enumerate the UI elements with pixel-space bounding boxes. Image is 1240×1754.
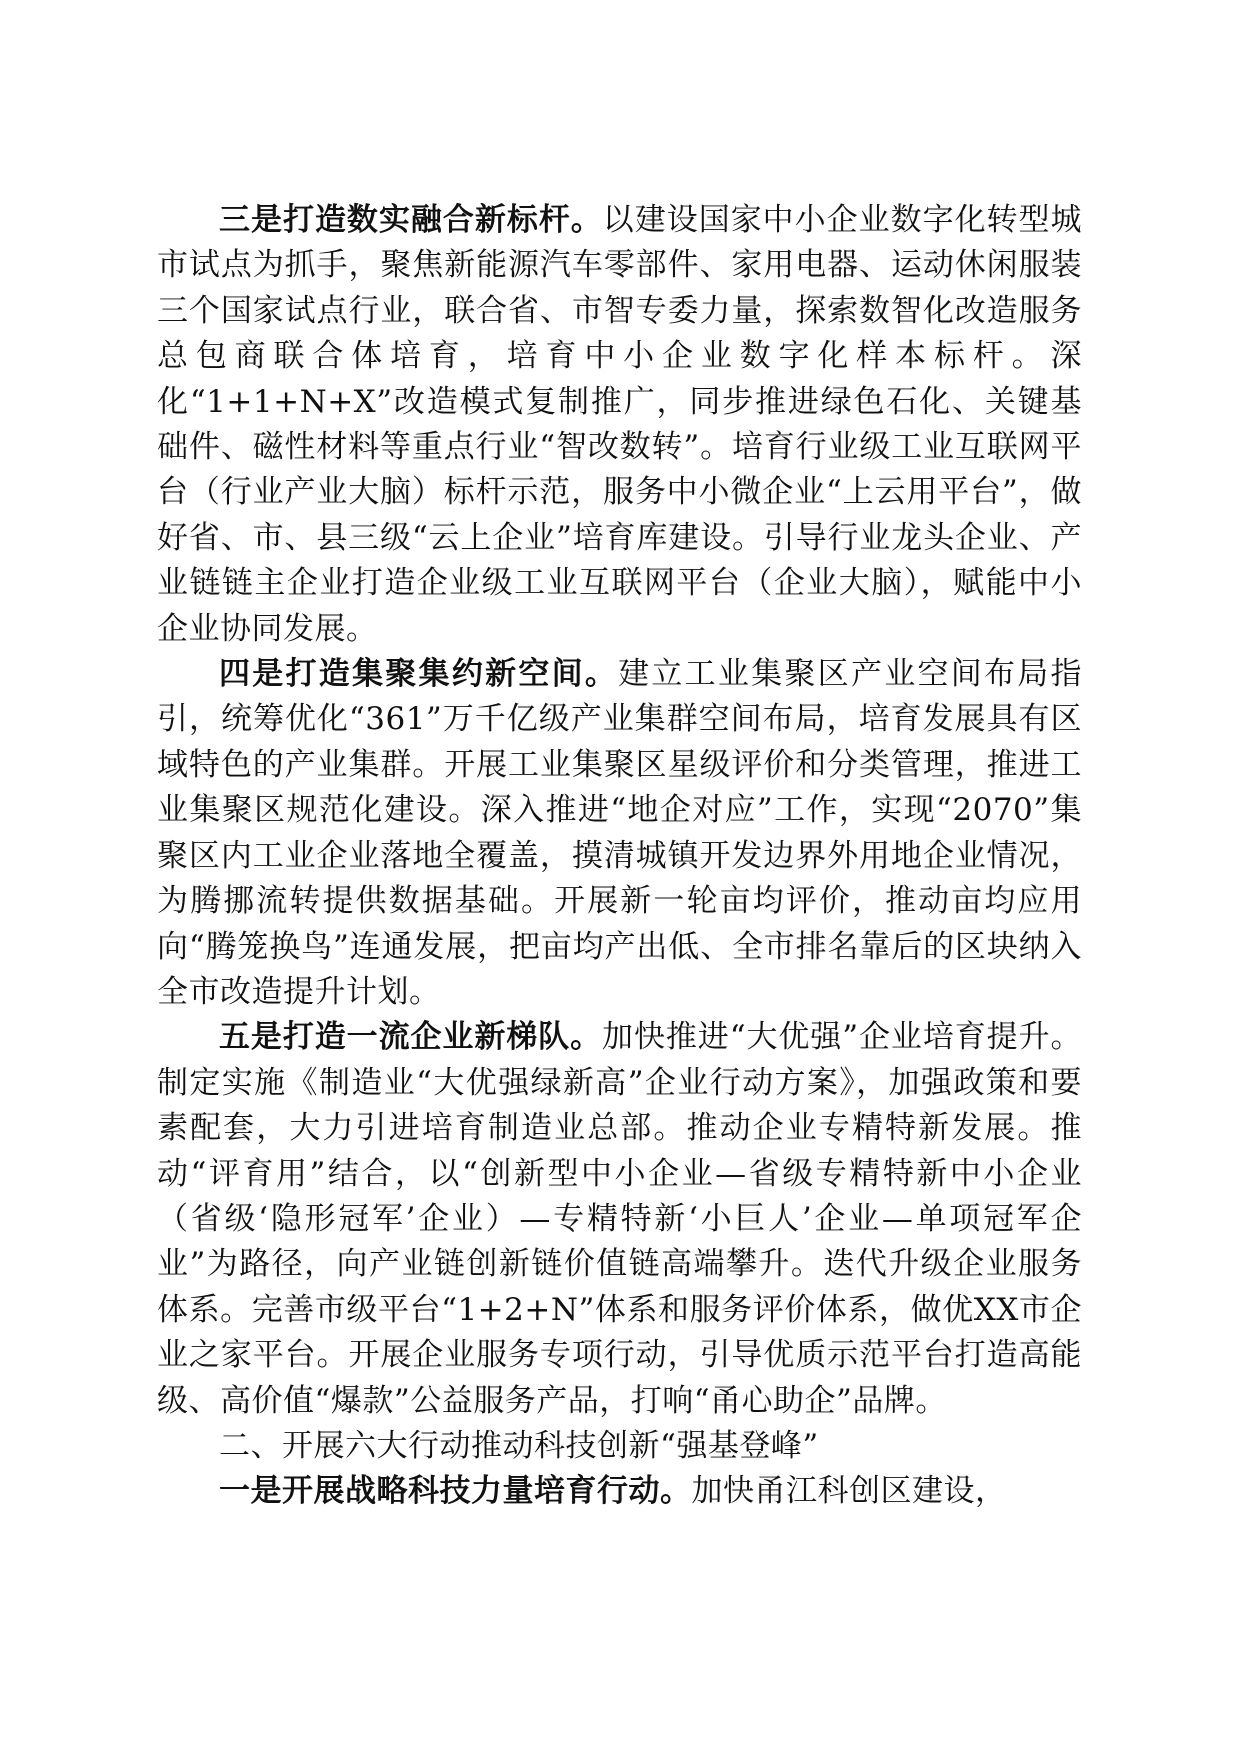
section-heading: 二、开展六大行动推动科技创新“强基登峰”	[219, 1427, 819, 1464]
paragraph-lead: 五是打造一流企业新梯队。	[219, 1019, 603, 1056]
paragraph-strategic-tech	[157, 1469, 1082, 1514]
paragraph-enterprise-echelon	[157, 1015, 1082, 1424]
document-body	[157, 198, 1082, 1515]
paragraph-cluster-space	[157, 652, 1082, 1015]
paragraph-lead: 四是打造集聚集约新空间。	[219, 656, 619, 693]
paragraph-body: 以建设国家中小企业数字化转型城市试点为抓手，聚焦新能源汽车零部件、家用电器、运动休闲服装三个国家试点行业，联合省、市智专委力量，探索数智化改造服务总包商联合体培育，培育中小企业数字化样本标杆。深化“1+1+N+X”改造模式复制推广，同步推进绿色石化、关键基础件、磁性材料等重点行业“智改数转”。培育行业级工业互联网平台（行业产业大脑）标杆示范，服务中小微企业“上云用平台”，做好省、市、县三级“云上企业”培育库建设。引导行业龙头企业、产业链链主企业打造企业级工业互联网平台（企业大脑），赋能中小企业协同发展。	[157, 202, 1083, 647]
paragraph-lead: 三是打造数实融合新标杆。	[219, 202, 603, 238]
paragraph-body: 加快推进“大优强”企业培育提升。制定实施《制造业“大优强绿新高”企业行动方案》，加强政策和要素配套，大力引进培育制造业总部。推动企业专精特新发展。推动“评育用”结合，以“创新型中小企业—省级专精特新中小企业（省级‘隐形冠军’企业）—专精特新‘小巨人’企业—单项冠军企业”为路径，向产业链创新链价值链高端攀升。迭代升级企业服务体系。完善市级平台“1+2+N”体系和服务评价体系，做优XX市企业之家平台。开展企业服务专项行动，引导优质示范平台打造高能级、高价值“爆款”公益服务产品，打响“甬心助企”品牌。	[157, 1019, 1083, 1419]
paragraph-digital-benchmark	[157, 198, 1082, 652]
paragraph-lead: 一是开展战略科技力量培育行动。	[219, 1473, 692, 1510]
paragraph-body: 加快甬江科创区建设，	[691, 1473, 1007, 1510]
paragraph-body: 建立工业集聚区产业空间布局指引，统筹优化“361”万千亿级产业集群空间布局，培育发展具有区域特色的产业集群。开展工业集聚区星级评价和分类管理，推进工业集聚区规范化建设。深入推进“地企对应”工作，实现“2070”集聚区内工业企业落地全覆盖，摸清城镇开发边界外用地企业情况，为腾挪流转提供数据基础。开展新一轮亩均评价，推动亩均应用向“腾笼换鸟”连通发展，把亩均产出低、全市排名靠后的区块纳入全市改造提升计划。	[157, 656, 1083, 1010]
